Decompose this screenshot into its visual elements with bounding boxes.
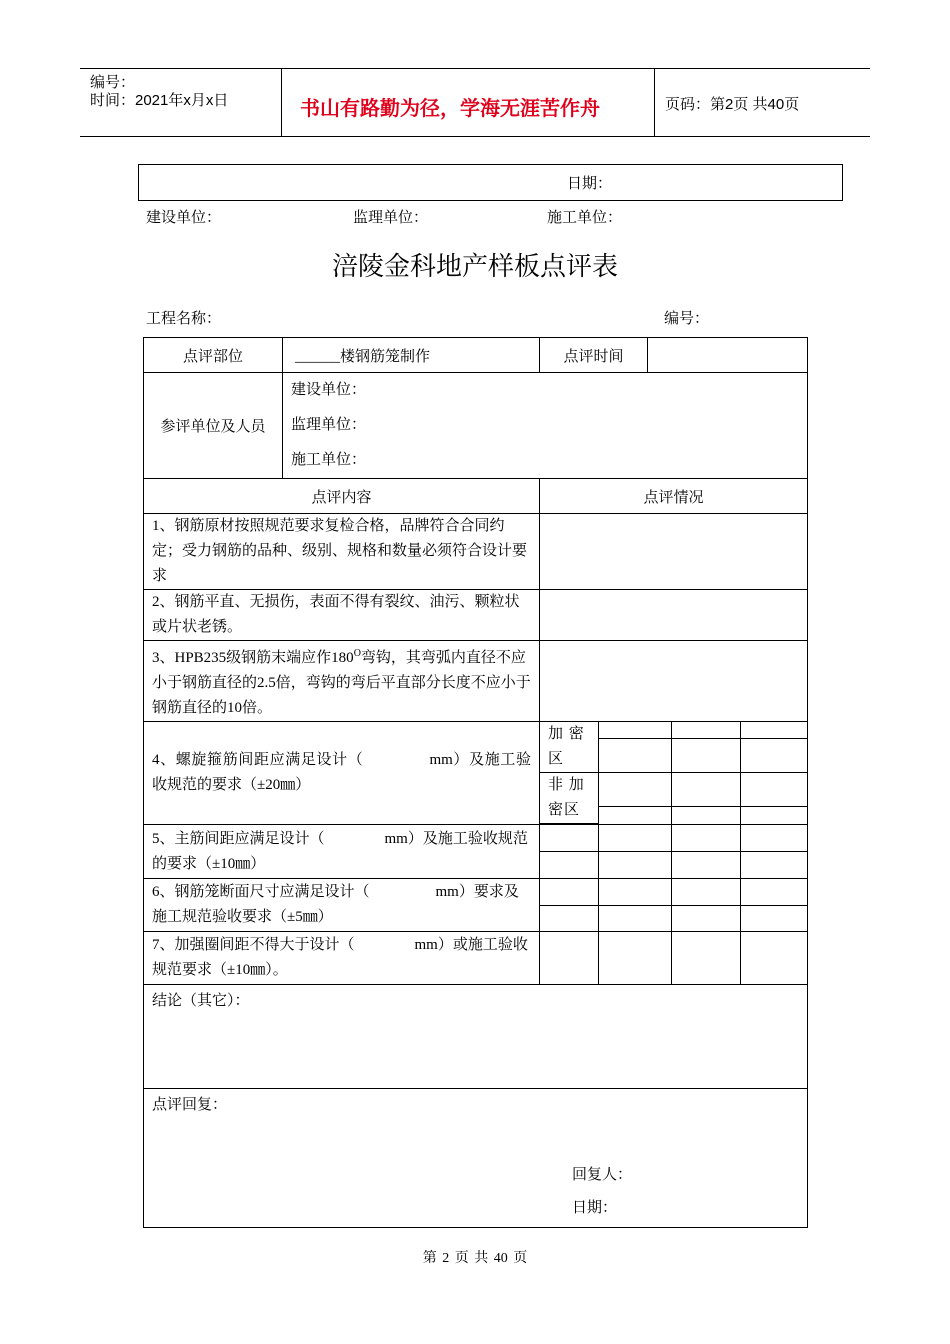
item-6-part-b: mm）要求及施工规范验收要求（±5㎜） [152,884,519,925]
item-6-status [540,879,808,932]
header-bottom-rule [80,136,870,137]
item-6 [144,879,540,932]
replier-label: 回复人： [572,1167,633,1183]
item-5-text [144,827,539,877]
item-6-text [144,880,539,930]
item-4-subgrid [540,722,808,824]
conclusion-label: 结论（其它）： [152,993,250,1009]
non-dense-zone-label: 非 加 密区 [540,773,598,824]
supervision-unit-label: 监理单位： [353,210,429,226]
part-value [283,338,540,373]
item-3-degree: O [353,648,361,659]
item-7-subgrid [540,932,808,984]
item-2-status [540,590,808,641]
table-row [144,641,808,722]
item-7-part-a: 7、加强圈间距不得大于设计（ [152,937,355,953]
item-5-part-b: mm）及施工验收规范的要求（±10㎜） [152,830,528,872]
item-7 [144,932,540,985]
participants-label: 参评单位及人员 [144,373,283,479]
item-5-subgrid [540,825,808,878]
header-time-label: 时间：2021年x月x日 [90,92,229,109]
project-name-label: 工程名称： [146,311,222,327]
part-label: 点评部位 [144,338,283,373]
item-3-text [144,641,539,721]
date-label: 日期： [567,176,613,192]
participant-builder: 施工单位： [291,452,367,468]
table-row [144,338,808,373]
item-5-part-a: 5、主筋间距应满足设计（ [152,830,325,847]
item-1-status [540,514,808,590]
table-row [144,932,808,985]
status-header: 点评情况 [540,479,808,514]
item-7-status [540,932,808,985]
table-row [144,722,808,825]
serial-label: 编号： [664,311,710,327]
header-slogan: 书山有路勤为径，学海无涯苦作舟 [300,98,600,120]
reply-label: 点评回复： [152,1097,228,1113]
item-5-status [540,825,808,879]
header-top-rule [80,68,870,69]
content-header: 点评内容 [144,479,540,514]
table-row [144,590,808,641]
part-value-text: 楼钢筋笼制作 [340,348,431,365]
item-3-status [540,641,808,722]
item-4-part-b: mm）及施工验收规范的要求（±20㎜） [152,752,531,793]
participant-construction: 建设单位： [291,382,367,398]
table-row [144,825,808,879]
page-footer: 第 2 页 共 40 页 [422,1251,528,1266]
item-1 [144,514,540,590]
participants-cell [283,373,808,479]
review-time-label: 点评时间 [540,338,648,373]
page-title: 涪陵金科地产样板点评表 [331,252,618,281]
reply-date-label: 日期： [572,1200,618,1216]
date-box [138,164,843,201]
item-2-text: 2、钢筋平直、无损伤，表面不得有裂纹、油污、颗粒状或片状老锈。 [152,594,520,635]
header-divider [281,68,282,136]
builder-unit-label: 施工单位： [547,210,623,226]
table-row [144,985,808,1089]
header-divider [654,68,655,136]
review-time-value [648,338,808,373]
item-5 [144,825,540,879]
table-row [144,1089,808,1228]
header-number-label: 编号： [90,74,136,91]
item-4-part-a: 4、螺旋箍筋间距应满足设计（ [152,752,364,768]
participant-supervision: 监理单位： [291,417,367,433]
item-3 [144,641,540,722]
header-page-label: 页码：第2页 共40页 [665,96,800,113]
item-3-part-a: 3、HPB235级钢筋末端应作180 [152,650,354,666]
construction-unit-label: 建设单位： [146,210,222,226]
dense-zone-label: 加 密 区 [540,722,598,773]
item-1-text: 1、钢筋原材按照规范要求复检合格，品牌符合合同约定；受力钢筋的品种、级别、规格和数量必须符合设计要求 [152,518,528,584]
review-table [143,337,808,1228]
item-7-part-b: mm）或施工验收规范要求（±10㎜）。 [152,937,528,978]
table-row [144,879,808,932]
part-value-blank: ______ [295,348,340,365]
table-row [144,514,808,590]
item-7-text [144,933,539,983]
item-4-status [540,722,808,825]
table-row [144,373,808,479]
item-3-part-b: 弯钩，其弯弧内直径不应小于钢筋直径的2.5倍，弯钩的弯后平直部分长度不应小于钢筋直径的10倍。 [152,650,531,716]
item-4 [144,722,540,825]
item-6-part-a: 6、钢筋笼断面尺寸应满足设计（ [152,884,370,900]
item-6-subgrid [540,879,808,931]
table-row [144,479,808,514]
reply-cell [144,1089,808,1228]
item-4-text [144,748,539,798]
item-2 [144,590,540,641]
conclusion-cell [144,985,808,1089]
